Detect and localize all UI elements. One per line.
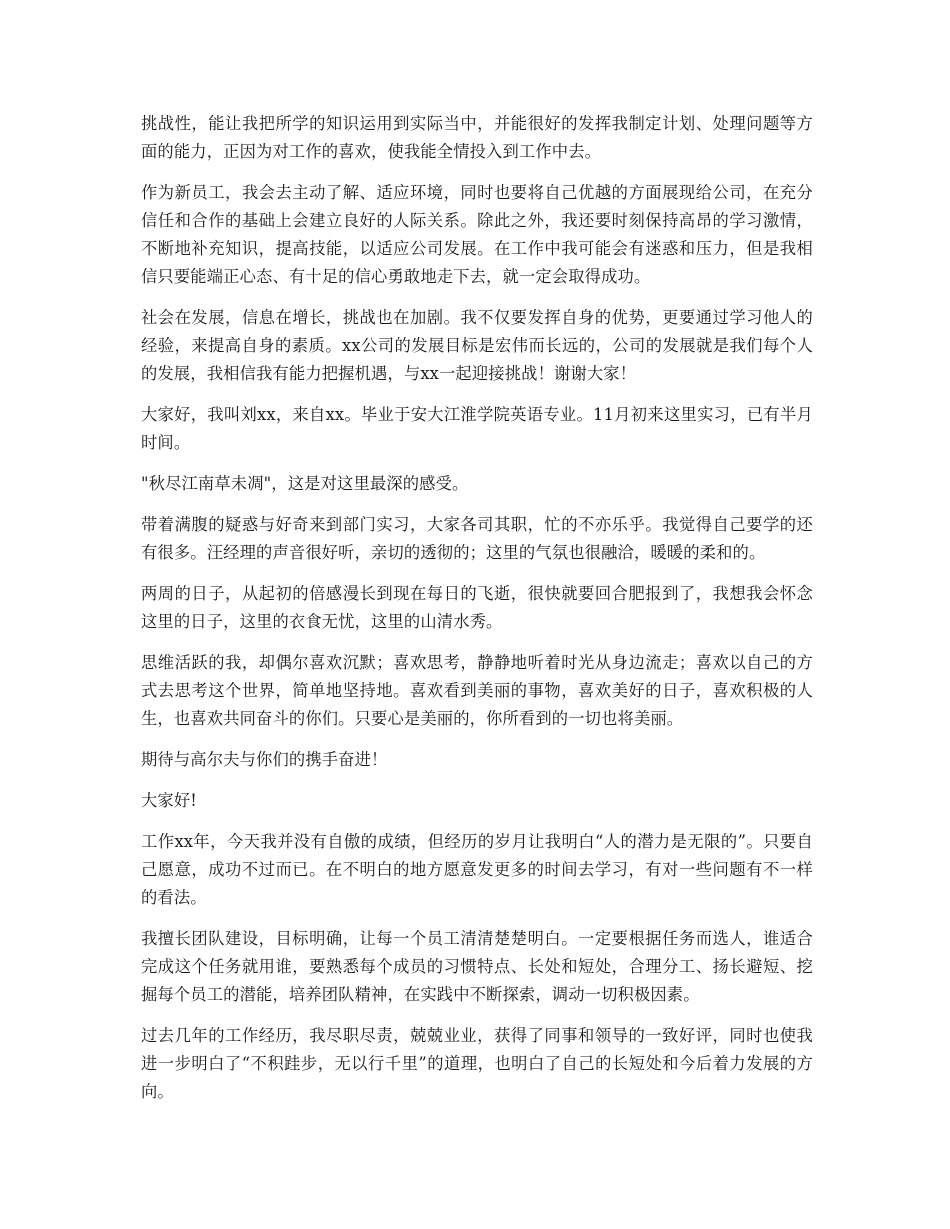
paragraph-1: 挑战性，能让我把所学的知识运用到实际当中，并能很好的发挥我制定计划、处理问题等方面的能力，正因为对工作的喜欢，使我能全情投入到工作中去。 [141,114,813,161]
paragraph-12: 我擅长团队建设，目标明确，让每一个员工清清楚楚明白。一定要根据任务而选人，谁适合完成这个任务就用谁，要熟悉每个成员的习惯特点、长处和短处，合理分工、扬长避短、挖掘每个员工的潜能，培养团队精神，在实践中不断探索，调动一切积极因素。 [141,929,813,1004]
paragraph-13: 过去几年的工作经历，我尽职尽责，兢兢业业，获得了同事和领导的一致好评，同时也使我进一步明白了“不积跬步，无以行千里”的道理，也明白了自己的长短处和今后着力发展的方向。 [141,1026,813,1101]
paragraph-9: 期待与高尔夫与你们的携手奋进！ [141,750,388,769]
paragraph-6: 带着满腹的疑惑与好奇来到部门实习，大家各司其职，忙的不亦乐乎。我觉得自己要学的还有很多。汪经理的声音很好听，亲切的透彻的；这里的气氛也很融洽，暖暖的柔和的。 [141,515,813,562]
paragraph-2: 作为新员工，我会去主动了解、适应环境，同时也要将自己优越的方面展现给公司，在充分信任和合作的基础上会建立良好的人际关系。除此之外，我还要时刻保持高昂的学习激情，不断地补充知识，提高技能，以适应公司发展。在工作中我可能会有迷惑和压力，但是我相信只要能端正心态、有十足的信心勇敢地走下去，就一定会取得成功。 [141,183,813,286]
paragraph-7: 两周的日子，从起初的倍感漫长到现在每日的飞逝，很快就要回合肥报到了，我想我会怀念这里的日子，这里的衣食无忧，这里的山清水秀。 [141,584,813,631]
paragraph-10: 大家好! [141,791,197,810]
paragraph-8: 思维活跃的我，却偶尔喜欢沉默；喜欢思考，静静地听着时光从身边流走；喜欢以自己的方式去思考这个世界，简单地坚持地。喜欢看到美丽的事物，喜欢美好的日子，喜欢积极的人生，也喜欢共同奋斗的你们。只要心是美丽的，你所看到的一切也将美丽。 [141,653,813,728]
paragraph-4: 大家好，我叫刘xx，来自xx。毕业于安大江淮学院英语专业。11月初来这里实习，已有半月时间。 [141,405,813,452]
paragraph-5: "秋尽江南草未凋"，这是对这里最深的感受。 [141,474,469,493]
paragraph-3: 社会在发展，信息在增长，挑战也在加剧。我不仅要发挥自身的优势，更要通过学习他人的经验，来提高自身的素质。xx公司的发展目标是宏伟而长远的，公司的发展就是我们每个人的发展，我相信我有能力把握机遇，与xx一起迎接挑战！谢谢大家！ [141,308,813,383]
document-body [141,110,813,1119]
paragraph-11: 工作xx年，今天我并没有自傲的成绩，但经历的岁月让我明白“人的潜力是无限的”。只要自己愿意，成功不过而已。在不明白的地方愿意发更多的时间去学习，有对一些问题有不一样的看法。 [141,832,813,907]
